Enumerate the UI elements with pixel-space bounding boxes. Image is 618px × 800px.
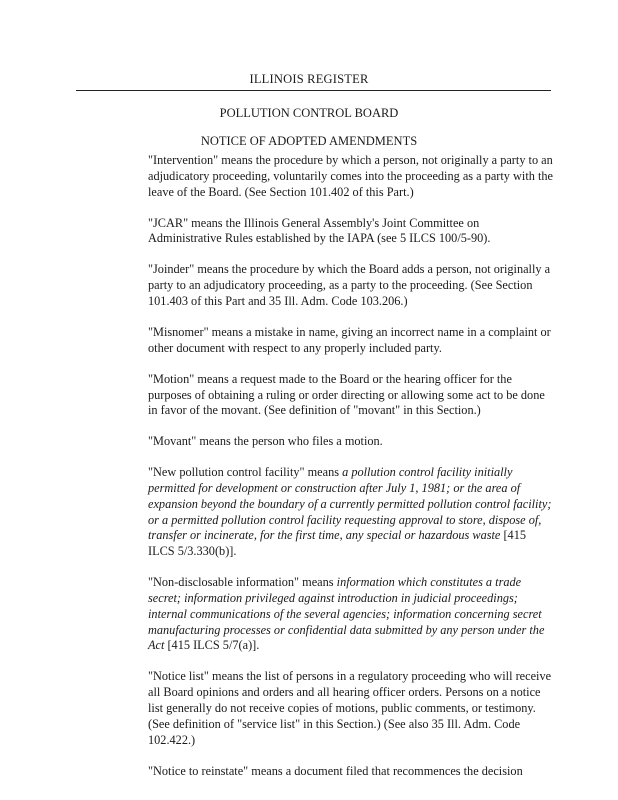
statutory-quote: a pollution control facility initially permitted for development or construction after July 1, 1981; or the area of expansion beyond the boundary of a currently permitted pollution control facility; or a permitted pollution control facility requesting approval to store, dispose of, transfer or incinerate, for the first time, any special or hazardous waste xyxy=(148,465,552,543)
definition-non-disclosable-information xyxy=(148,575,554,654)
definition-notice-list: "Notice list" means the list of persons in a regulatory proceeding who will receive all Board opinions and orders and all hearing officer orders. Persons on a notice list generally do not receive copies of motions, public comments, or testimony. (See definition of "service list" in this Section.) (See also 35 Ill. Adm. Code 102.422.) xyxy=(148,669,552,747)
definition-joinder: "Joinder" means the procedure by which the Board adds a person, not originally a party to an adjudicatory proceeding, as a party to the proceeding. (See Section 101.403 of this Part and 35 Ill. Adm. Code 103.206.) xyxy=(148,262,551,308)
definition-lead: "New pollution control facility" means xyxy=(148,465,343,480)
definition-notice-to-reinstate: "Notice to reinstate" means a document filed that recommences the decision xyxy=(148,763,523,778)
statutory-citation: [415 ILCS 5/7(a)]. xyxy=(164,638,260,653)
statutory-quote: information which constitutes a trade secret; information privileged against introduction in judicial proceedings; internal communications of the several agencies; information concerning secret manufacturing processes or confidential data submitted by any person under the Act xyxy=(148,575,545,653)
register-header: ILLINOIS REGISTER xyxy=(249,72,369,86)
notice-title: NOTICE OF ADOPTED AMENDMENTS xyxy=(200,134,418,148)
definition-movant: "Movant" means the person who files a motion. xyxy=(148,434,383,449)
definition-lead: "Non-disclosable information" means xyxy=(148,575,337,590)
definitions-body xyxy=(148,153,554,795)
definition-jcar: "JCAR" means the Illinois General Assembly's Joint Committee on Administrative Rules established by the IAPA (see 5 ILCS 100/5-90). xyxy=(148,215,491,246)
statutory-citation: [415 ILCS 5/3.330(b)]. xyxy=(148,528,527,559)
definition-new-pollution-control-facility xyxy=(148,465,554,560)
header-divider xyxy=(76,90,551,91)
definition-motion: "Motion" means a request made to the Board or the hearing officer for the purposes of obtaining a ruling or order directing or allowing some act to be done in favor of the movant. (See definition of "movant" in this Section.) xyxy=(148,371,545,418)
definition-misnomer: "Misnomer" means a mistake in name, giving an incorrect name in a complaint or other document with respect to any properly included party. xyxy=(148,324,551,355)
board-name: POLLUTION CONTROL BOARD xyxy=(219,106,399,120)
definition-intervention: "Intervention" means the procedure by which a person, not originally a party to an adjudicatory proceeding, voluntarily comes into the proceeding as a party with the leave of the Board. (See Section 101.402 of this Part.) xyxy=(148,153,553,199)
